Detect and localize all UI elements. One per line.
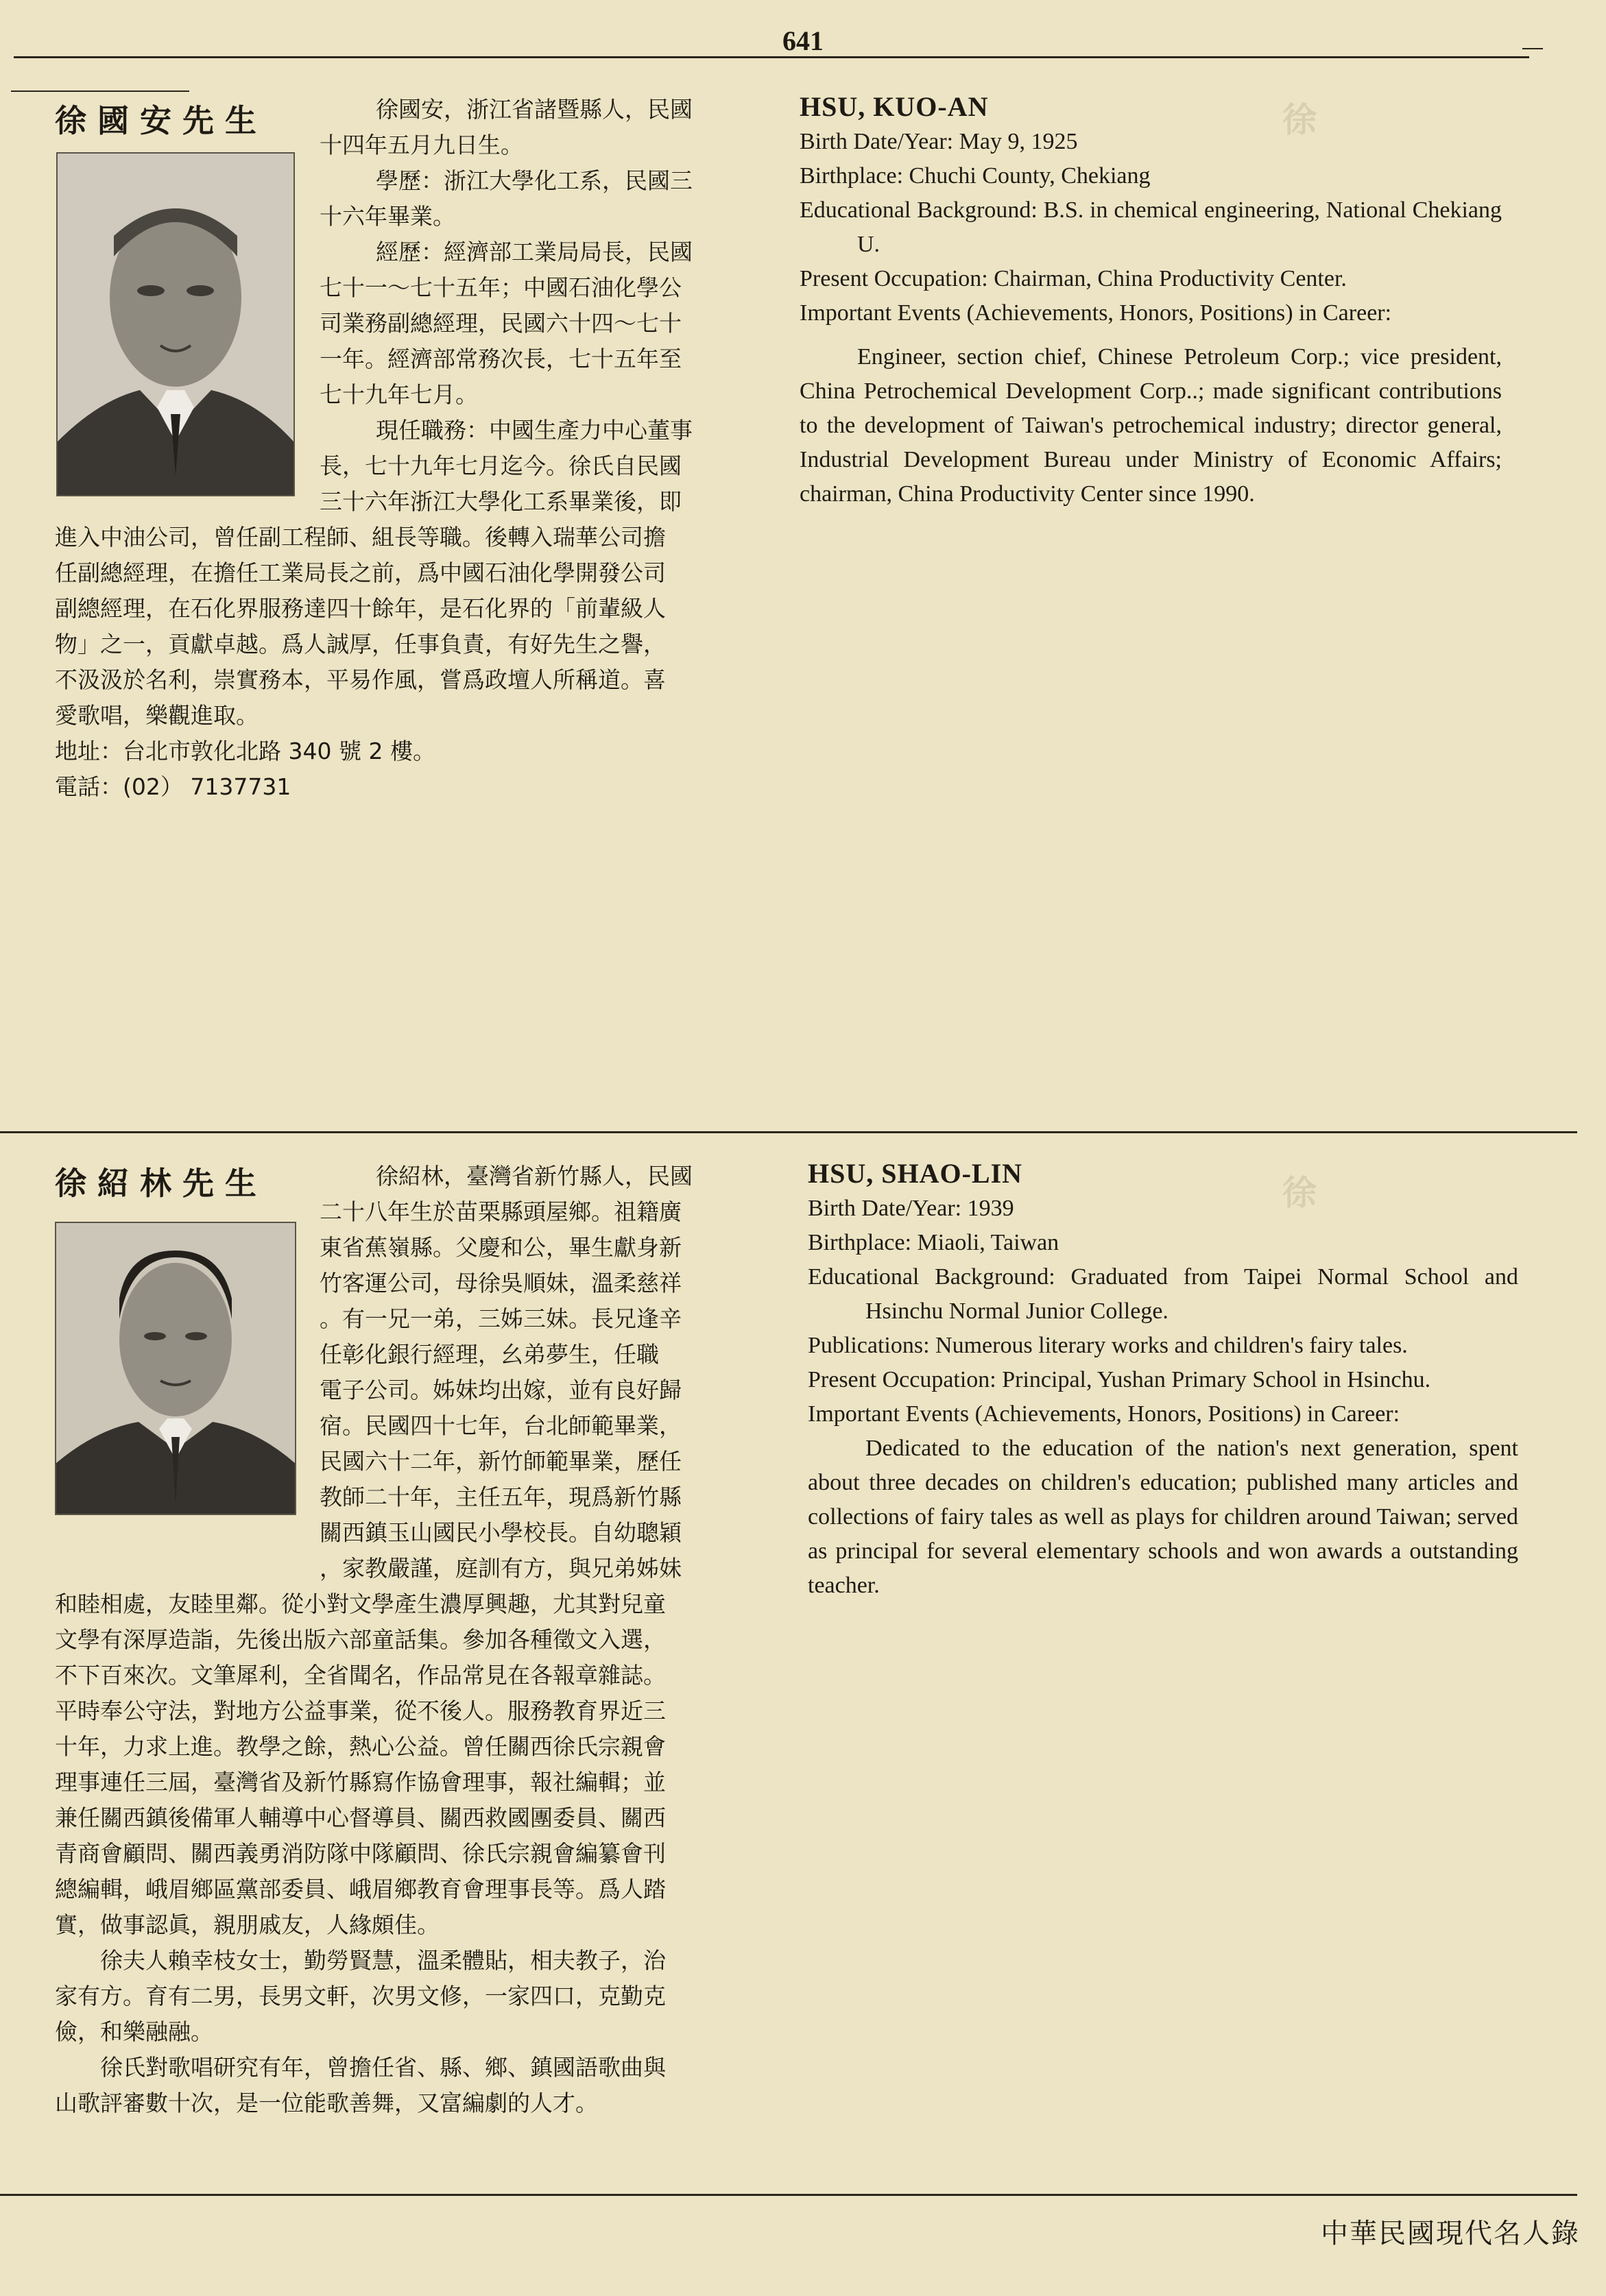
cn-line: 關西鎮玉山國民小學校長。自幼聰穎 [320,1519,682,1546]
cn-line: 山歌評審數十次，是一位能歌善舞，又富編劇的人才。 [55,2090,598,2116]
cn-line: 經歷：經濟部工業局局長，民國 [376,239,693,265]
show-through: 徐 [1282,101,1326,139]
cn-line: 三十六年浙江大學化工系畢業後，即 [320,488,682,515]
cn-line: 七十一～七十五年；中國石油化學公 [320,274,682,301]
name-english: HSU, KUO-AN [800,91,989,122]
name-chinese: 徐國安先生 [55,104,267,138]
name-chinese: 徐紹林先生 [55,1166,267,1201]
cn-line: 理事連任三屆，臺灣省及新竹縣寫作協會理事，報社編輯；並 [55,1769,666,1796]
cn-line: 徐國安，浙江省諸暨縣人，民國 [376,96,693,123]
cn-line: 不汲汲於名利，崇實務本，平易作風，嘗爲政壇人所稱道。喜 [55,666,666,693]
cn-line: 宿。民國四十七年，台北師範畢業， [320,1412,682,1439]
cn-line: 實，做事認眞，親朋戚友，人緣頗佳。 [55,1911,440,1938]
address: 地址：台北市敦化北路 340 號 2 樓。 [55,738,435,764]
career-heading: Important Events (Achievements, Honors, Positions) in Career: [800,300,1392,326]
publications: Publications: Numerous literary works and children's fairy tales. [808,1333,1408,1358]
cn-line: 進入中油公司，曾任副工程師、組長等職。後轉入瑞華公司擔 [55,524,666,551]
cn-line: 長，七十九年七月迄今。徐氏自民國 [320,452,682,479]
career-text: Engineer, section chief, Chinese Petroleum Corp.; vice president, China Petrochemical Development Corp..; made significant contributions to the development of Taiwan's petrochemical industry; director general, Industrial Development Bureau under Ministry of Economic Affairs; chairman, China Productivity Center since 1990. [800,344,1502,507]
career-heading: Important Events (Achievements, Honors, Positions) in Career: [808,1401,1400,1427]
cn-line: 電子公司。姊妹均出嫁，並有良好歸 [320,1377,682,1403]
cn-line: 青商會顧問、關西義勇消防隊中隊顧問、徐氏宗親會編纂會刊 [55,1840,666,1867]
cn-line: 十四年五月九日生。 [320,132,523,158]
education: Educational Background: Graduated from Taipei Normal School and Hsinchu Normal Junior College. [808,1264,1518,1324]
education: Educational Background: B.S. in chemical engineering, National Chekiang U. [800,197,1502,257]
cn-line: 兼任關西鎮後備軍人輔導中心督導員、關西救國團委員、關西 [55,1804,666,1831]
cn-line: 學歷：浙江大學化工系，民國三 [376,167,693,194]
portrait-photo-2 [55,1222,296,1515]
cn-line: 民國六十二年，新竹師範畢業，歷任 [320,1448,682,1475]
cn-line: 一年。經濟部常務次長，七十五年至 [320,346,682,372]
birth-date: Birth Date/Year: 1939 [808,1196,1014,1221]
birthplace: Birthplace: Chuchi County, Chekiang [800,163,1151,189]
cn-line: 平時奉公守法，對地方公益事業，從不後人。服務教育界近三 [55,1697,666,1724]
cn-line: ，家教嚴謹，庭訓有方，與兄弟姊妹 [320,1555,682,1582]
cn-line: 愛歌唱，樂觀進取。 [55,702,259,729]
cn-line: 二十八年生於苗栗縣頭屋鄉。祖籍廣 [320,1198,682,1225]
birth-date: Birth Date/Year: May 9, 1925 [800,129,1078,154]
occupation: Present Occupation: Chairman, China Productivity Center. [800,266,1347,291]
cn-line: 七十九年七月。 [320,381,478,408]
footer-rule [0,2194,1577,2196]
cn-line: 副總經理，在石化界服務達四十餘年，是石化界的「前輩級人 [55,595,666,622]
cn-line: 徐氏對歌唱研究有年，曾擔任省、縣、鄉、鎮國語歌曲與 [100,2054,666,2081]
cn-line: 和睦相處，友睦里鄰。從小對文學產生濃厚興趣，尤其對兒童 [55,1591,666,1617]
birthplace: Birthplace: Miaoli, Taiwan [808,1230,1059,1255]
phone: 電話：(02） 7137731 [55,773,291,800]
cn-line: 不下百來次。文筆犀利，全省聞名，作品常見在各報章雜誌。 [55,1662,666,1689]
cn-line: 現任職務：中國生產力中心董事 [376,417,693,444]
footer-book-title: 中華民國現代名人錄 [1321,2218,1580,2249]
cn-line: 總編輯，峨眉鄉區黨部委員、峨眉鄉教育會理事長等。爲人踏 [55,1876,666,1902]
cn-line: 。有一兄一弟，三姊三妹。長兄逢辛 [320,1305,682,1332]
cn-line: 任副總經理，在擔任工業局長之前，爲中國石油化學開發公司 [55,559,666,586]
cn-line: 司業務副總經理，民國六十四～七十 [320,310,682,337]
page-number: 641 [782,25,824,56]
cn-line: 十年，力求上進。教學之餘，熱心公益。曾任關西徐氏宗親會 [55,1733,666,1760]
cn-line: 十六年畢業。 [320,203,455,230]
cn-line: 任彰化銀行經理，幺弟夢生，任職 [320,1341,659,1368]
cn-line: 徐紹林，臺灣省新竹縣人，民國 [376,1163,693,1189]
cn-line: 徐夫人賴幸枝女士，勤勞賢慧，溫柔體貼，相夫教子，治 [100,1947,666,1974]
cn-line: 物」之一，貢獻卓越。爲人誠厚，任事負責，有好先生之譽， [55,631,666,657]
career-text: Dedicated to the education of the nation's next generation, spent about three decades on children's education; published many articles and collections of fairy tales as well as plays for children around Taiwan; served as principal for several elementary schools and won awards a outstanding teacher. [808,1436,1518,1598]
cn-line: 竹客運公司，母徐吳順妹，溫柔慈祥 [320,1270,682,1296]
bio-english [808,1156,1518,1603]
cn-line: 教師二十年，主任五年，現爲新竹縣 [320,1484,682,1510]
occupation: Present Occupation: Principal, Yushan Primary School in Hsinchu. [808,1367,1431,1392]
show-through: 徐 [1282,1174,1326,1212]
cn-line: 文學有深厚造詣，先後出版六部童話集。參加各種徵文入選， [55,1626,666,1653]
cn-line: 東省蕉嶺縣。父慶和公，畢生獻身新 [320,1234,682,1261]
cn-line: 儉，和樂融融。 [55,2018,213,2045]
cn-line: 家有方。育有二男，長男文軒，次男文修，一家四口，克勤克 [55,1983,666,2009]
name-english: HSU, SHAO-LIN [808,1158,1023,1189]
